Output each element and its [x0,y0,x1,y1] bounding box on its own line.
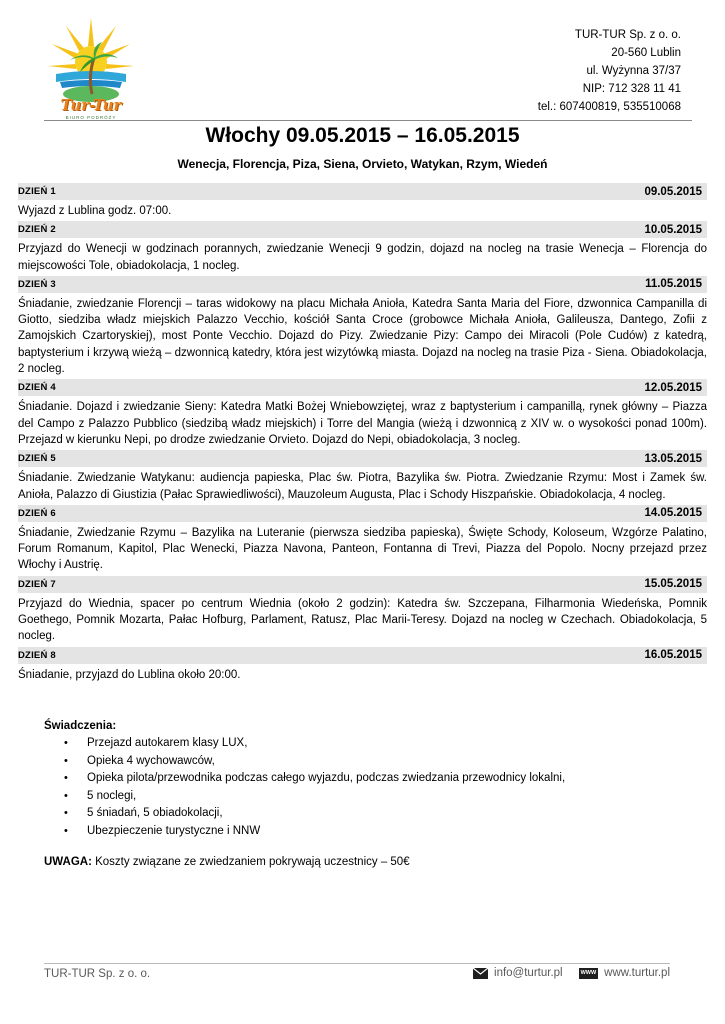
day-description: Śniadanie, przyjazd do Lublina około 20:00. [18,668,241,681]
day-header [18,379,707,396]
bullet-icon: • [64,807,68,819]
day-date: 11.05.2015 [645,278,702,291]
company-street: ul. Wyżynna 37/37 [586,65,681,77]
list-item [64,805,684,823]
day-section [18,221,707,276]
company-phone: tel.: 607400819, 535510068 [537,101,681,113]
day-label: DZIEŃ 4 [18,382,56,394]
day-label: DZIEŃ 5 [18,453,56,465]
service-text: Opieka 4 wychowawców, [87,754,215,767]
day-header [18,183,707,200]
list-item [64,823,684,841]
list-item [64,770,684,788]
day-label: DZIEŃ 6 [18,507,56,519]
day-date: 10.05.2015 [644,223,702,236]
note-text: Koszty związane ze zwiedzaniem pokrywają uczestnicy – 50€ [91,856,410,868]
bullet-icon: • [64,737,68,749]
day-header [18,450,707,467]
www-badge-icon: WWW [579,968,599,979]
day-label: DZIEŃ 1 [18,186,56,197]
page-title: Włochy 09.05.2015 – 16.05.2015 [205,124,520,147]
list-item [64,788,684,806]
day-header [18,276,707,293]
day-description: Przyjazd do Wiednia, spacer po centrum Wiednia (około 2 godzin): Katedra św. Szczepana, Filharmonia Wiedeńska, Pomnik Goethego, Pomnik Mozarta, Pałac Hofburg, Parlament, Ratusz, Plac Marii-Teresy. Dojazd na nocleg w Czechach. Obiadokolacja, 5 nocleg. [18,597,707,643]
day-header [18,505,707,522]
bullet-icon: • [64,789,68,802]
list-item [64,735,684,753]
header-divider [44,120,692,121]
company-logo [46,16,136,124]
bullet-icon: • [64,772,68,784]
page-subtitle: Wenecja, Florencja, Piza, Siena, Orvieto, Watykan, Rzym, Wiedeń [177,157,548,171]
footer-company: TUR-TUR Sp. z o. o. [44,968,151,980]
company-postcode: 20-560 Lublin [611,47,681,59]
logo-tagline: BIURO PODRÓŻY [65,115,117,120]
company-nip: NIP: 712 328 11 41 [582,83,681,95]
day-section [18,576,707,647]
bullet-icon: • [64,824,68,837]
service-text: Opieka pilota/przewodnika podczas całego wyjazdu, podczas zwiedzania przewodnicy lokalni, [87,772,566,784]
company-name: TUR-TUR Sp. z o. o. [574,29,681,41]
services-section [44,720,684,840]
day-description: Śniadanie, zwiedzanie Florencji – taras widokowy na placu Michała Anioła, Katedra Santa Maria del Fiore, dzwonnica Campanilla di Giotto, siedziba władz miejskich Palazzo Vecchio, kościół Santa Croce (grobowce Michała Anioła, Galileusza, Dantego, Zofii z Zamojskich Czartoryskiej), most Ponte Vecchio. Dojazd do Pizy. Zwiedzanie Pizy: Campo dei Miracoli (Pole Cudów) z katedrą, baptysterium i krzywą wieżą – dzwonnicą katedry, która jest wizytówką miasta. Dojazd na nocleg na trasie Piza - Siena. Obiadokolacja, 2 nocleg. [18,297,707,376]
service-text: Ubezpieczenie turystyczne i NNW [87,824,261,837]
day-date: 09.05.2015 [644,185,702,198]
day-description: Śniadanie. Dojazd i zwiedzanie Sieny: Katedra Matki Bożej Wniebowziętej, wraz z baptysterium i campanillą, rynek główny – Piazza del Campo z Palazzo Pubblico (siedzibą władz miejskich) i Torre del Mangia (wieżą i dzwonnicą z XIV w. o wysokości ponad 100m). Przejazd w kierunku Nepi, po drodze zwiedzanie Orvieto. Dojazd do Nepi, obiadokolacja, 3 nocleg. [18,401,707,446]
day-date: 16.05.2015 [644,649,702,662]
note-label: UWAGA: [44,856,92,868]
service-text: Przejazd autokarem klasy LUX, [87,737,248,749]
day-header [18,221,707,238]
day-label: DZIEŃ 2 [18,224,56,236]
day-date: 12.05.2015 [644,381,702,394]
day-header [18,576,707,593]
footer-divider [44,963,670,964]
service-text: 5 noclegi, [87,789,137,802]
day-header [18,647,707,664]
day-section [18,183,707,221]
day-date: 13.05.2015 [644,452,702,465]
day-description: Śniadanie, Zwiedzanie Rzymu – Bazylika na Luteranie (pierwsza siedziba papieska), Święte Schody, Koloseum, Wzgórze Palatino, Forum Romanum, Kapitol, Plac Wenecki, Piazza Navona, Panteon, Fontanna di Trevi, Piazza del Popolo. Nocny przejazd przez Włochy i Austrię. [18,526,707,572]
day-label: DZIEŃ 8 [18,649,56,661]
envelope-icon [473,968,488,979]
services-list [44,735,684,840]
day-date: 14.05.2015 [644,507,702,520]
day-section [18,276,707,379]
day-label: DZIEŃ 3 [18,278,56,290]
service-text: 5 śniadań, 5 obiadokolacji, [87,807,223,819]
company-address [538,26,681,116]
footer-contacts [473,967,670,979]
note [44,856,410,868]
day-section [18,505,707,576]
day-section [18,450,707,505]
services-heading: Świadczenia: [44,720,117,732]
itinerary [18,183,707,685]
email-link[interactable]: info@turtur.pl [494,967,563,979]
day-section [18,647,707,685]
logo-brand: Tur-Tur [60,96,122,114]
day-section [18,379,707,450]
day-label: DZIEŃ 7 [18,578,56,590]
list-item [64,753,684,771]
day-date: 15.05.2015 [644,578,702,591]
day-description: Śniadanie. Zwiedzanie Watykanu: audiencja papieska, Plac św. Piotra, Bazylika św. Piotra. Zwiedzanie Rzymu: Most i Zamek św. Anioła, Palazzo di Giustizia (Pałac Sprawiedliwości), Mauzoleum Augusta, Plac i Schody Hiszpańskie. Obiadokolacja, 4 nocleg. [18,472,707,501]
website-link[interactable]: www.turtur.pl [604,967,670,979]
day-description: Wyjazd z Lublina godz. 07:00. [18,205,172,217]
bullet-icon: • [64,754,68,767]
day-description: Przyjazd do Wenecji w godzinach porannych, zwiedzanie Wenecji 9 godzin, dojazd na nocleg na trasie Wenecja – Florencja do miejscowości Tole, obiadokolacja, 1 nocleg. [18,243,707,272]
